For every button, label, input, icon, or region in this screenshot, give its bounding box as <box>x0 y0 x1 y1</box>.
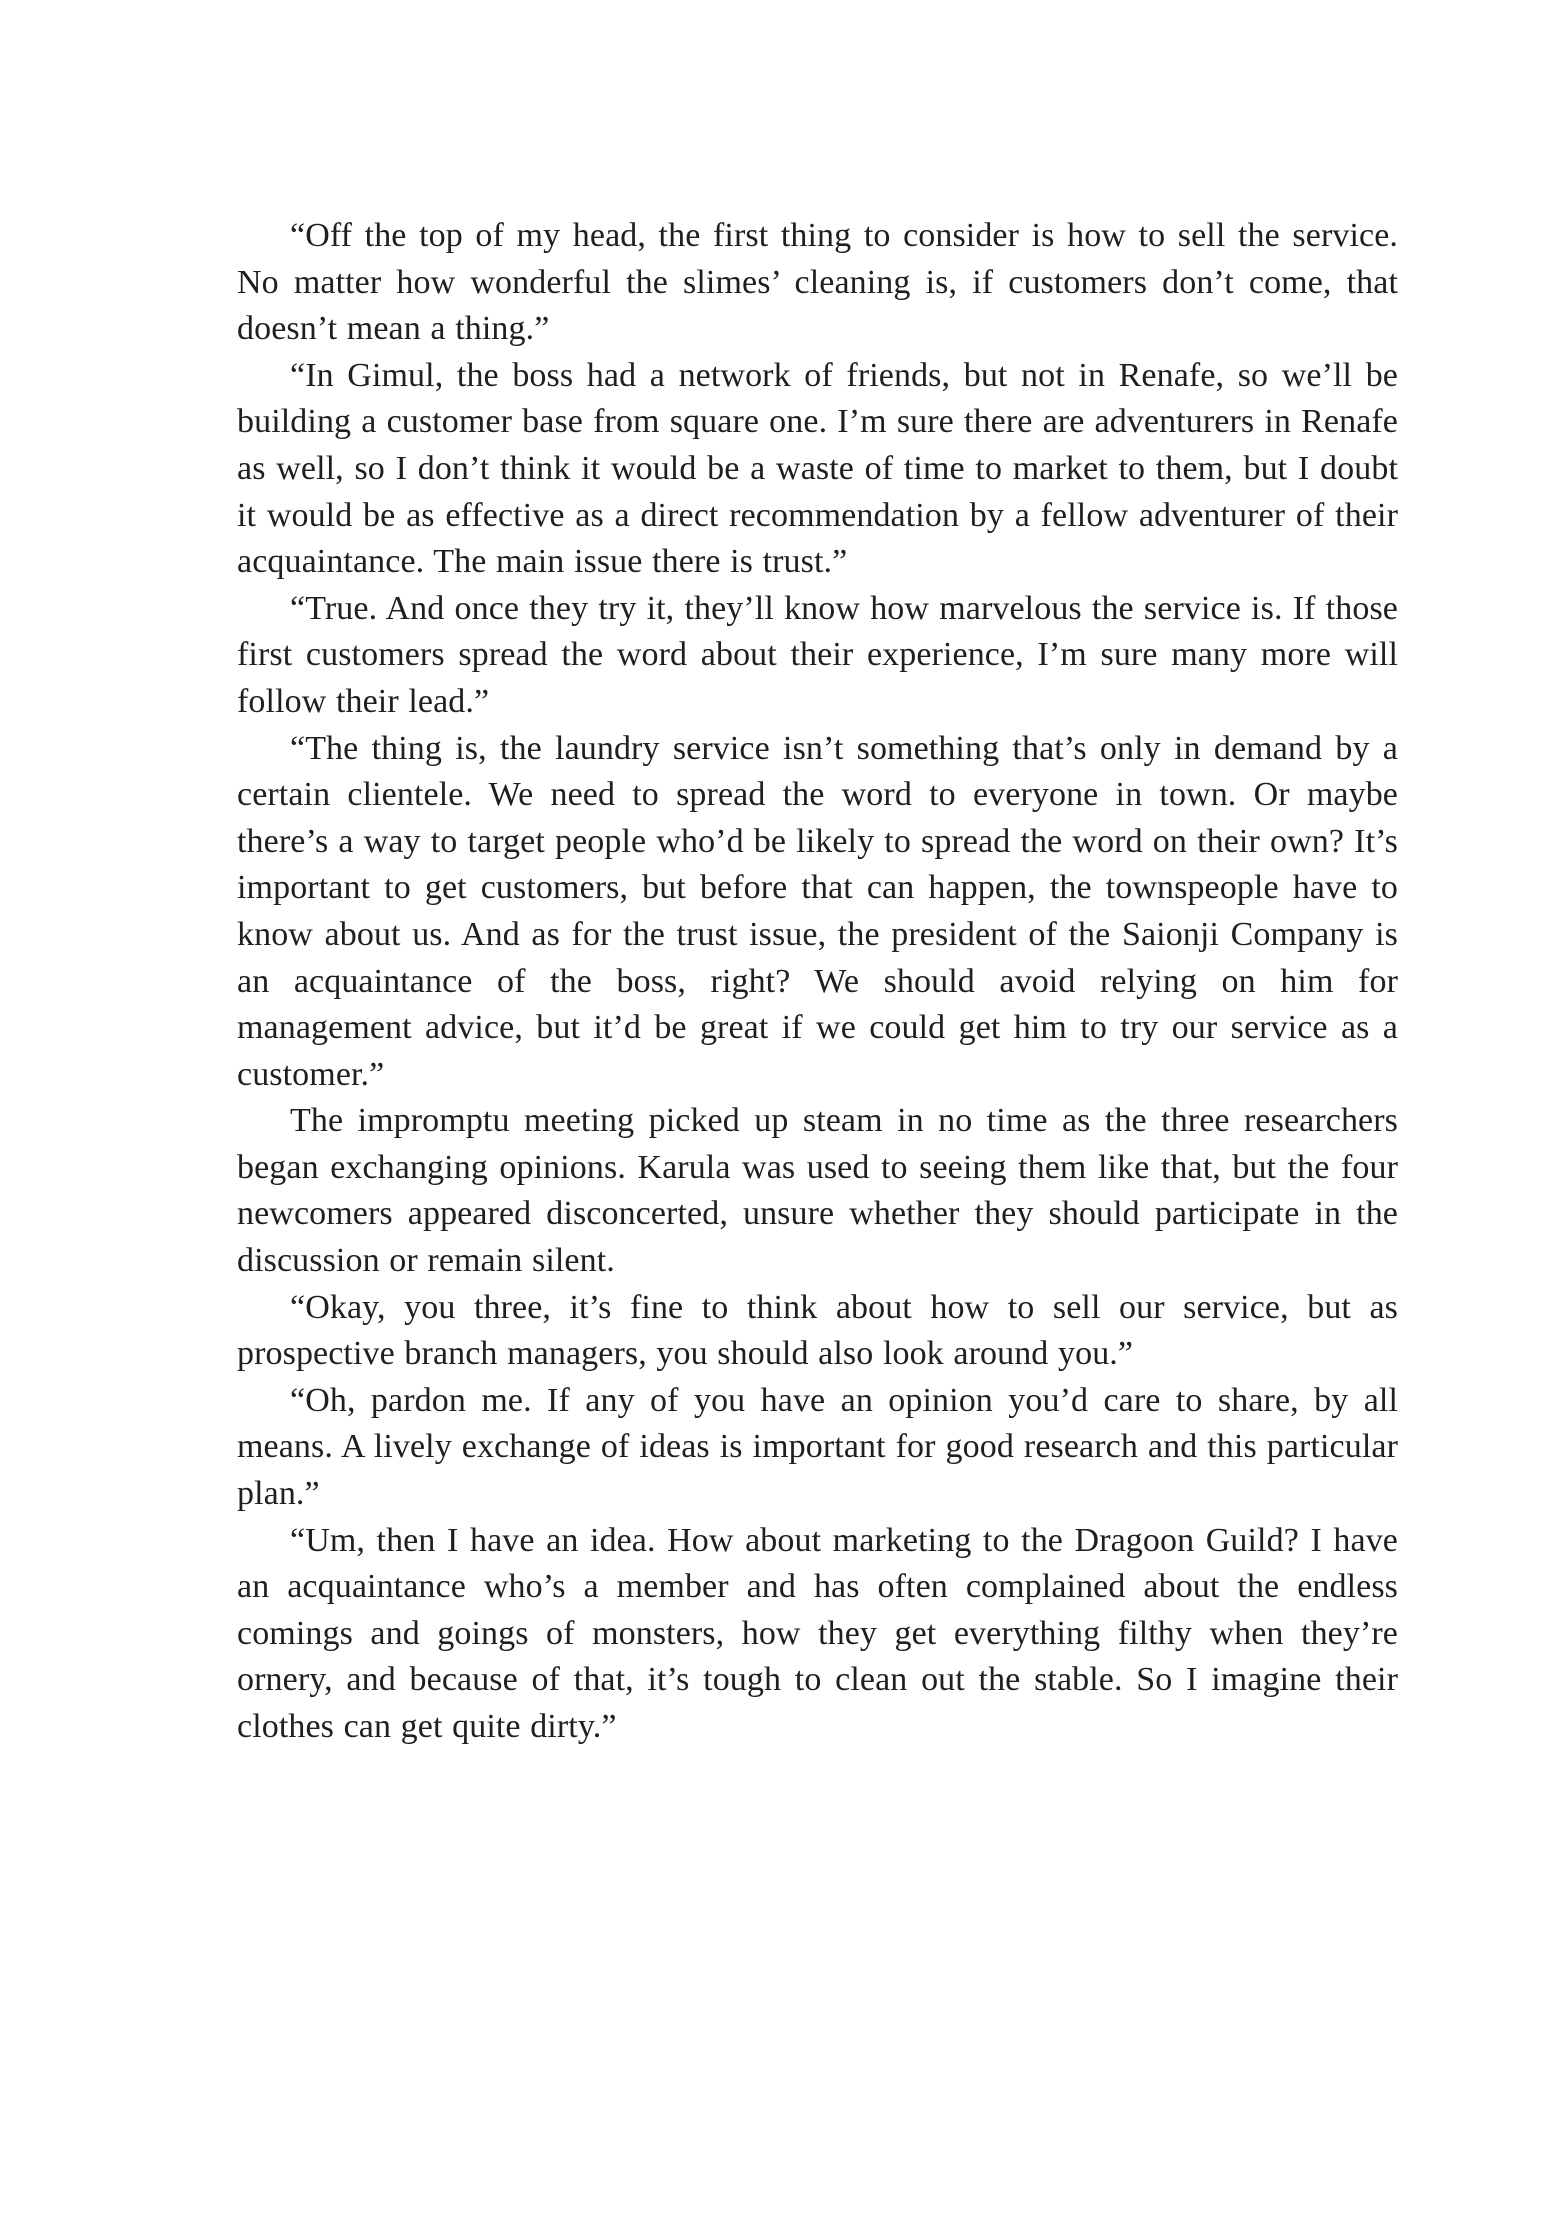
paragraph-6: “Okay, you three, it’s fine to think about how to sell our service, but as prospective branch managers, you should also look around you.” <box>237 1288 1398 1373</box>
paragraph-7: “Oh, pardon me. If any of you have an opinion you’d care to share, by all means. A lively exchange of ideas is important for good research and this particular plan.” <box>237 1381 1398 1513</box>
paragraph-4: “The thing is, the laundry service isn’t something that’s only in demand by a certain clientele. We need to spread the word to everyone in town. Or maybe there’s a way to target people who’d be likely to spread the word on their own? It’s important to get customers, but before that can happen, the townspeople have to know about us. And as for the trust issue, the president of the Saionji Company is an acquaintance of the boss, right? We should avoid relying on him for management advice, but it’d be great if we could get him to try our service as a customer.” <box>237 729 1398 1093</box>
paragraph-2: “In Gimul, the boss had a network of friends, but not in Renafe, so we’ll be building a customer base from square one. I’m sure there are adventurers in Renafe as well, so I don’t think it would be a waste of time to market to them, but I doubt it would be as effective as a direct recommendation by a fellow adventurer of their acquaintance. The main issue there is trust.” <box>237 356 1398 581</box>
text-block <box>237 213 1398 1751</box>
paragraph-1: “Off the top of my head, the first thing to consider is how to sell the service. No matter how wonderful the slimes’ cleaning is, if customers don’t come, that doesn’t mean a thing.” <box>237 217 1398 348</box>
paragraph-3: “True. And once they try it, they’ll know how marvelous the service is. If those first customers spread the word about their experience, I’m sure many more will follow their lead.” <box>237 589 1398 720</box>
paragraph-5: The impromptu meeting picked up steam in no time as the three researchers began exchanging opinions. Karula was used to seeing them like that, but the four newcomers appeared disconcerted, unsure whether they should participate in the discussion or remain silent. <box>237 1102 1398 1280</box>
paragraph-8: “Um, then I have an idea. How about marketing to the Dragoon Guild? I have an acquaintance who’s a member and has often complained about the endless comings and goings of monsters, how they get everything filthy when they’re ornery, and because of that, it’s tough to clean out the stable. So I imagine their clothes can get quite dirty.” <box>237 1521 1398 1745</box>
